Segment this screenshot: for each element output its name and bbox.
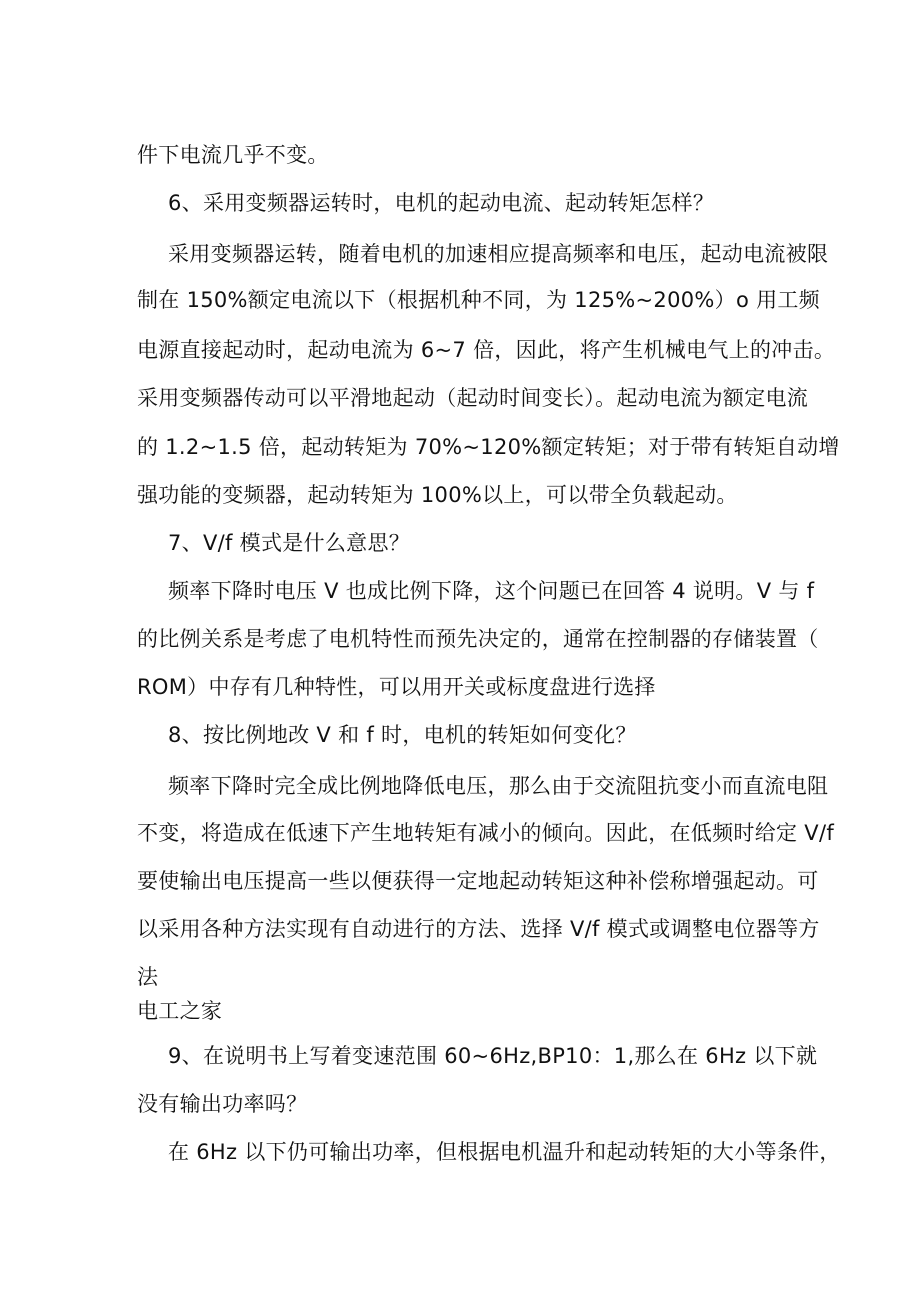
watermark-text: 电工之家 — [137, 999, 223, 1023]
text-line: 频率下降时电压 V 也成比例下降，这个问题已在回答 4 说明。V 与 f — [168, 579, 815, 603]
question-heading-6: 6、采用变频器运转时，电机的起动电流、起动转矩怎样？ — [168, 191, 715, 215]
text-line: 频率下降时完全成比例地降低电压，那么由于交流阻抗变小而直流电阻 — [168, 774, 829, 798]
question-heading-7: 7、V/f 模式是什么意思？ — [168, 531, 411, 555]
question-heading-8: 8、按比例地改 V 和 f 时，电机的转矩如何变化？ — [168, 723, 637, 747]
text-line: 采用变频器传动可以平滑地起动（起动时间变长）。起动电流为额定电流 — [137, 386, 809, 410]
text-line: 件下电流几乎不变。 — [137, 143, 329, 167]
text-line: 法 — [137, 965, 159, 989]
text-line: 在 6Hz 以下仍可输出功率，但根据电机温升和起动转矩的大小等条件， — [168, 1140, 841, 1164]
text-line: ROM）中存有几种特性，可以用开关或标度盘进行选择 — [137, 675, 656, 699]
text-line: 不变，将造成在低速下产生地转矩有减小的倾向。因此，在低频时给定 V/f — [137, 821, 835, 845]
text-line: 以采用各种方法实现有自动进行的方法、选择 V/f 模式或调整电位器等方 — [137, 917, 820, 941]
text-line: 制在 150%额定电流以下（根据机种不同，为 125%~200%）o 用工频 — [137, 288, 820, 312]
question-heading-9: 9、在说明书上写着变速范围 60~6Hz,BP10：1,那么在 6Hz 以下就 — [168, 1044, 818, 1068]
text-line: 强功能的变频器，起动转矩为 100%以上，可以带全负载起动。 — [137, 483, 738, 507]
text-line: 电源直接起动时，起动电流为 6~7 倍，因此，将产生机械电气上的冲击。 — [137, 338, 836, 362]
text-line: 要使输出电压提高一些以便获得一定地起动转矩这种补偿称增强起动。可 — [137, 869, 819, 893]
text-line: 没有输出功率吗？ — [137, 1092, 308, 1116]
text-line: 的 1.2~1.5 倍，起动转矩为 70%~120%额定转矩；对于带有转矩自动增 — [137, 435, 840, 459]
text-line: 的比例关系是考虑了电机特性而预先决定的，通常在控制器的存储装置（ — [137, 627, 819, 651]
text-line: 采用变频器运转，随着电机的加速相应提高频率和电压，起动电流被限 — [168, 242, 829, 266]
